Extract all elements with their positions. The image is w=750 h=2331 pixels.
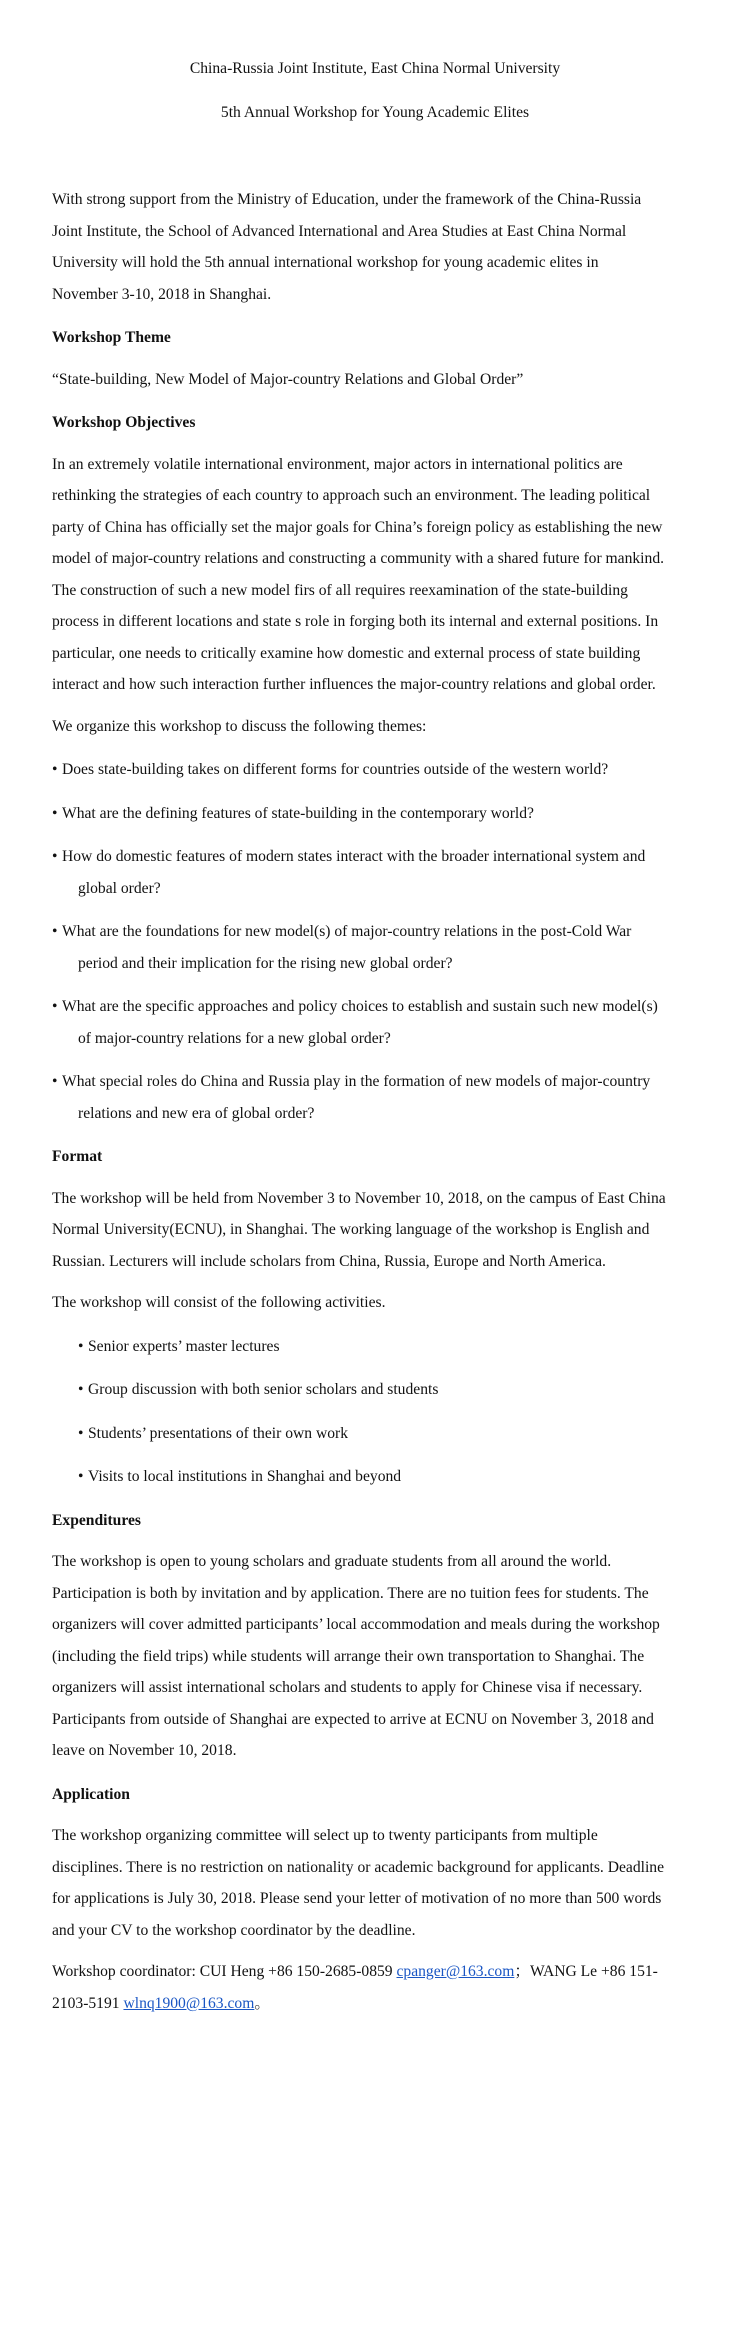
activities-lead: The workshop will consist of the following activities.: [52, 1294, 386, 1311]
activity-item-text: Group discussion with both senior scholars and students: [88, 1381, 439, 1398]
theme-item: [52, 991, 668, 1054]
activity-item-text: Senior experts’ master lectures: [88, 1337, 280, 1355]
objectives-paragraph: In an extremely volatile international environment, major actors in international politics are rethinking the strategies of each country to approach such an environment. The leading political party of China has officially set the major goals for China’s foreign policy as establishing the new model of major-country relations and constructing a community with a shared future for mankind. The construction of such a new model firs of all requires reexamination of the state-building process in different locations and state s role in forging both its internal and external positions. In particular, one needs to critically examine how domestic and external process of state building interact and how such interaction further influences the major-country relations and global order.: [52, 455, 665, 693]
theme-item-text: What special roles do China and Russia play in the formation of new models of major-country relations and new era of global order?: [62, 1073, 651, 1122]
objectives-heading: Workshop Objectives: [52, 414, 196, 431]
coordinator-wang: WANG Le +86 151-2103-5191: [52, 1963, 658, 2012]
activity-item: [52, 1374, 668, 1406]
activity-item: [52, 1418, 668, 1450]
bullet-icon: •: [52, 923, 58, 940]
theme-heading: Workshop Theme: [52, 329, 171, 346]
bullet-icon: •: [78, 1468, 84, 1485]
expenditures-paragraph: The workshop is open to young scholars and graduate students from all around the world. Participation is both by invitation and by application. There are no tuition fees for students. The organizers will cover admitted participants’ local accommodation and meals during the workshop (including the field trips) while students will arrange their own transportation to Shanghai. The organizers will assist international scholars and students to apply for Chinese visa if necessary. Participants from outside of Shanghai are expected to arrive at ECNU on November 3, 2018 and leave on November 10, 2018.: [52, 1553, 660, 1759]
activity-item-text: Students’ presentations of their own work: [88, 1424, 348, 1442]
contact-separator: ；: [514, 1963, 530, 1980]
coordinator-contact: [52, 1956, 668, 2019]
application-paragraph: The workshop organizing committee will select up to twenty participants from multiple disciplines. There is no restriction on nationality or academic background for applicants. Deadline for applications is July 30, 2018. Please send your letter of motivation of no more than 500 words and your CV to the workshop coordinator by the deadline.: [52, 1827, 665, 1939]
theme-item: [52, 798, 668, 830]
contact-end: 。: [254, 1994, 270, 2012]
email-link-cpanger[interactable]: cpanger@163.com: [396, 1963, 515, 1980]
theme-text: “State-building, New Model of Major-country Relations and Global Order”: [52, 370, 524, 388]
activity-item: [52, 1331, 668, 1363]
bullet-icon: •: [52, 761, 58, 778]
theme-item: [52, 1066, 668, 1129]
theme-item-text: What are the foundations for new model(s) of major-country relations in the post-Cold War period and their implication for the rising new global order?: [62, 923, 632, 972]
theme-item: [52, 754, 668, 786]
theme-item-text: What are the specific approaches and policy choices to establish and sustain such new model(s) of major-country relations for a new global order?: [62, 998, 658, 1047]
format-paragraph: The workshop will be held from November 3 to November 10, 2018, on the campus of East China Normal University(ECNU), in Shanghai. The working language of the workshop is English and Russian. Lecturers will include scholars from China, Russia, Europe and North America.: [52, 1189, 666, 1270]
coordinator-cui: Workshop coordinator: CUI Heng +86 150-2685-0859: [52, 1963, 397, 1980]
format-heading: Format: [52, 1148, 103, 1165]
theme-item-text: How do domestic features of modern states interact with the broader international system and global order?: [62, 848, 646, 897]
theme-item: [52, 841, 668, 904]
bullet-icon: •: [78, 1424, 84, 1442]
email-link-wlnq[interactable]: wlnq1900@163.com: [123, 1994, 255, 2012]
expenditures-heading: Expenditures: [52, 1511, 141, 1529]
institute-title: China-Russia Joint Institute, East China Normal University: [189, 60, 561, 77]
bullet-icon: •: [52, 804, 58, 822]
themes-lead: We organize this workshop to discuss the following themes:: [52, 717, 427, 735]
activity-item: [52, 1461, 668, 1493]
application-heading: Application: [52, 1785, 130, 1803]
bullet-icon: •: [78, 1381, 84, 1398]
theme-item-text: What are the defining features of state-building in the contemporary world?: [62, 804, 534, 822]
activity-item-text: Visits to local institutions in Shanghai and beyond: [88, 1468, 402, 1485]
bullet-icon: •: [78, 1337, 84, 1355]
theme-item: [52, 916, 668, 979]
bullet-icon: •: [52, 848, 58, 865]
bullet-icon: •: [52, 1073, 58, 1090]
intro-paragraph: With strong support from the Ministry of Education, under the framework of the China-Russia Joint Institute, the School of Advanced International and Area Studies at East China Normal University will hold the 5th annual international workshop for young academic elites in November 3-10, 2018 in Shanghai.: [52, 191, 642, 303]
workshop-title: 5th Annual Workshop for Young Academic Elites: [220, 104, 530, 121]
theme-item-text: Does state-building takes on different forms for countries outside of the western world?: [62, 761, 609, 778]
bullet-icon: •: [52, 998, 58, 1015]
